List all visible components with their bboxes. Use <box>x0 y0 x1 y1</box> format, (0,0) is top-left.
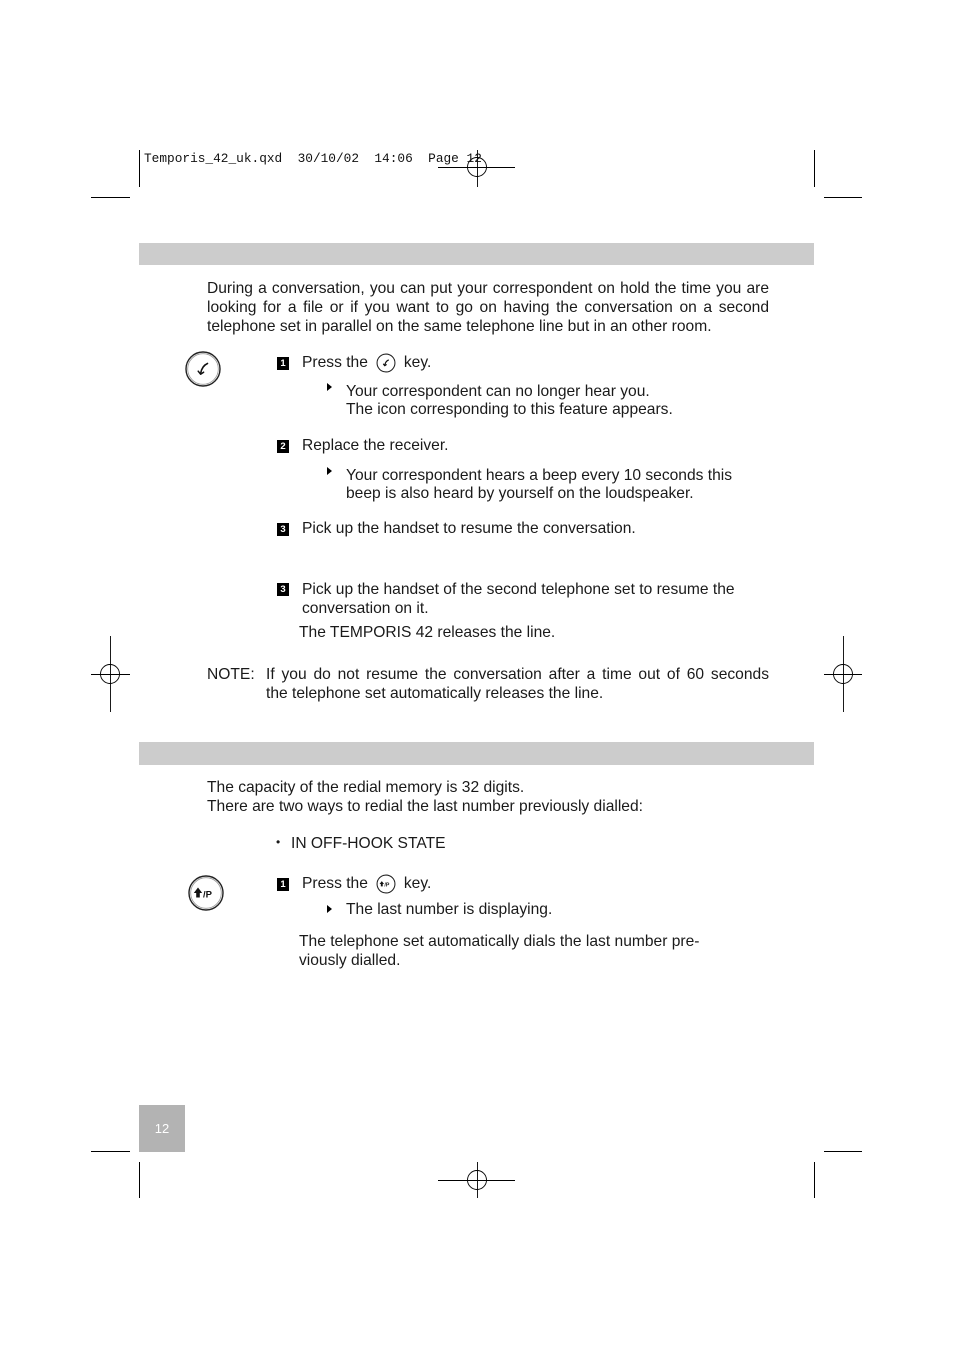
redial-intro-line: The capacity of the redial memory is 32 digits. <box>207 779 525 796</box>
step-label-text: key. <box>403 354 432 371</box>
arrow-bullet-icon <box>327 905 332 913</box>
step-number-badge: 3 <box>277 583 289 596</box>
step-number-badge: 3 <box>277 523 289 536</box>
step-result-line: The last number is displaying. <box>346 901 553 918</box>
crop-mark-bottom-right <box>815 1152 863 1199</box>
hold-intro-line: looking for a file or if you want to go on having the conversation on a second <box>207 299 769 316</box>
hold-key-icon <box>376 353 396 373</box>
redial-key-icon <box>376 874 396 894</box>
redial-outcome-line: The telephone set automatically dials the last number pre- <box>299 933 700 950</box>
note-line: the telephone set automatically releases the line. <box>266 685 604 702</box>
step-label <box>302 580 735 618</box>
arrow-bullet-icon <box>327 467 332 475</box>
step-number-badge: 1 <box>277 878 289 891</box>
step-result <box>346 900 552 919</box>
hold-intro-line: During a conversation, you can put your correspondent on hold the time you are <box>207 280 769 297</box>
redial-key-symbol: /P <box>203 889 212 901</box>
crop-mark-top-right <box>815 150 863 198</box>
hold-intro-paragraph <box>207 279 769 336</box>
page-number: 12 <box>154 1121 170 1136</box>
step-label: Replace the receiver. <box>302 437 449 454</box>
step-follow-up <box>299 623 555 642</box>
step-label-text: key. <box>403 875 432 892</box>
registration-mark-bottom <box>438 1162 515 1198</box>
arrow-bullet-icon <box>327 383 332 391</box>
step-result-line: beep is also heard by yourself on the loudspeaker. <box>346 485 694 502</box>
hold-key-icon <box>184 350 222 388</box>
step-result <box>346 467 732 503</box>
mode-bullet: • <box>276 835 281 849</box>
registration-circle <box>834 665 853 684</box>
step-follow-up-text: The TEMPORIS 42 releases the line. <box>299 624 556 641</box>
step-label-line: Pick up the handset of the second telephone set to resume the <box>302 581 735 598</box>
redial-intro-line: There are two ways to redial the last number previously dialled: <box>207 798 643 815</box>
note-label-text: NOTE: <box>207 666 255 683</box>
step-result <box>346 383 673 419</box>
mode-label-text: IN OFF-HOOK STATE <box>291 835 446 852</box>
registration-mark-left <box>91 636 130 712</box>
redial-outcome <box>299 932 699 970</box>
redial-key-icon <box>187 874 225 912</box>
hold-intro-line: telephone set in parallel on the same telephone line but in an other room. <box>207 318 712 335</box>
step-label-text: Press the <box>302 354 368 371</box>
registration-circle <box>468 1171 487 1190</box>
step-label-text: Press the <box>302 875 368 892</box>
step-result-line: The icon corresponding to this feature appears. <box>346 401 673 418</box>
crop-mark-top-left <box>91 150 140 198</box>
step-number-badge: 2 <box>277 440 289 453</box>
step-result-line: Your correspondent can no longer hear you. <box>346 383 650 400</box>
redial-intro-paragraph <box>207 778 643 816</box>
registration-mark-right <box>824 636 862 712</box>
page-number-box <box>139 1105 185 1152</box>
step-number-badge: 1 <box>277 357 289 370</box>
redial-outcome-line: viously dialled. <box>299 952 401 969</box>
section-bar-hold <box>139 243 814 265</box>
note-line: If you do not resume the conversation after a time out of 60 seconds <box>266 666 769 683</box>
registration-circle <box>101 665 120 684</box>
note-text <box>266 665 769 703</box>
print-slug: Temporis_42_uk.qxd 30/10/02 14:06 Page 12 <box>144 151 482 166</box>
step-label <box>302 874 431 894</box>
mode-label <box>291 834 446 853</box>
note-label <box>207 665 255 684</box>
crop-mark-bottom-left <box>91 1152 140 1199</box>
step-result-line: Your correspondent hears a beep every 10 seconds this <box>346 467 733 484</box>
section-bar-redial <box>139 742 814 765</box>
step-label: Pick up the handset to resume the conversation. <box>302 520 636 537</box>
step-label-line: conversation on it. <box>302 600 429 617</box>
redial-key-symbol: /P <box>384 882 390 889</box>
step-label <box>302 353 431 373</box>
